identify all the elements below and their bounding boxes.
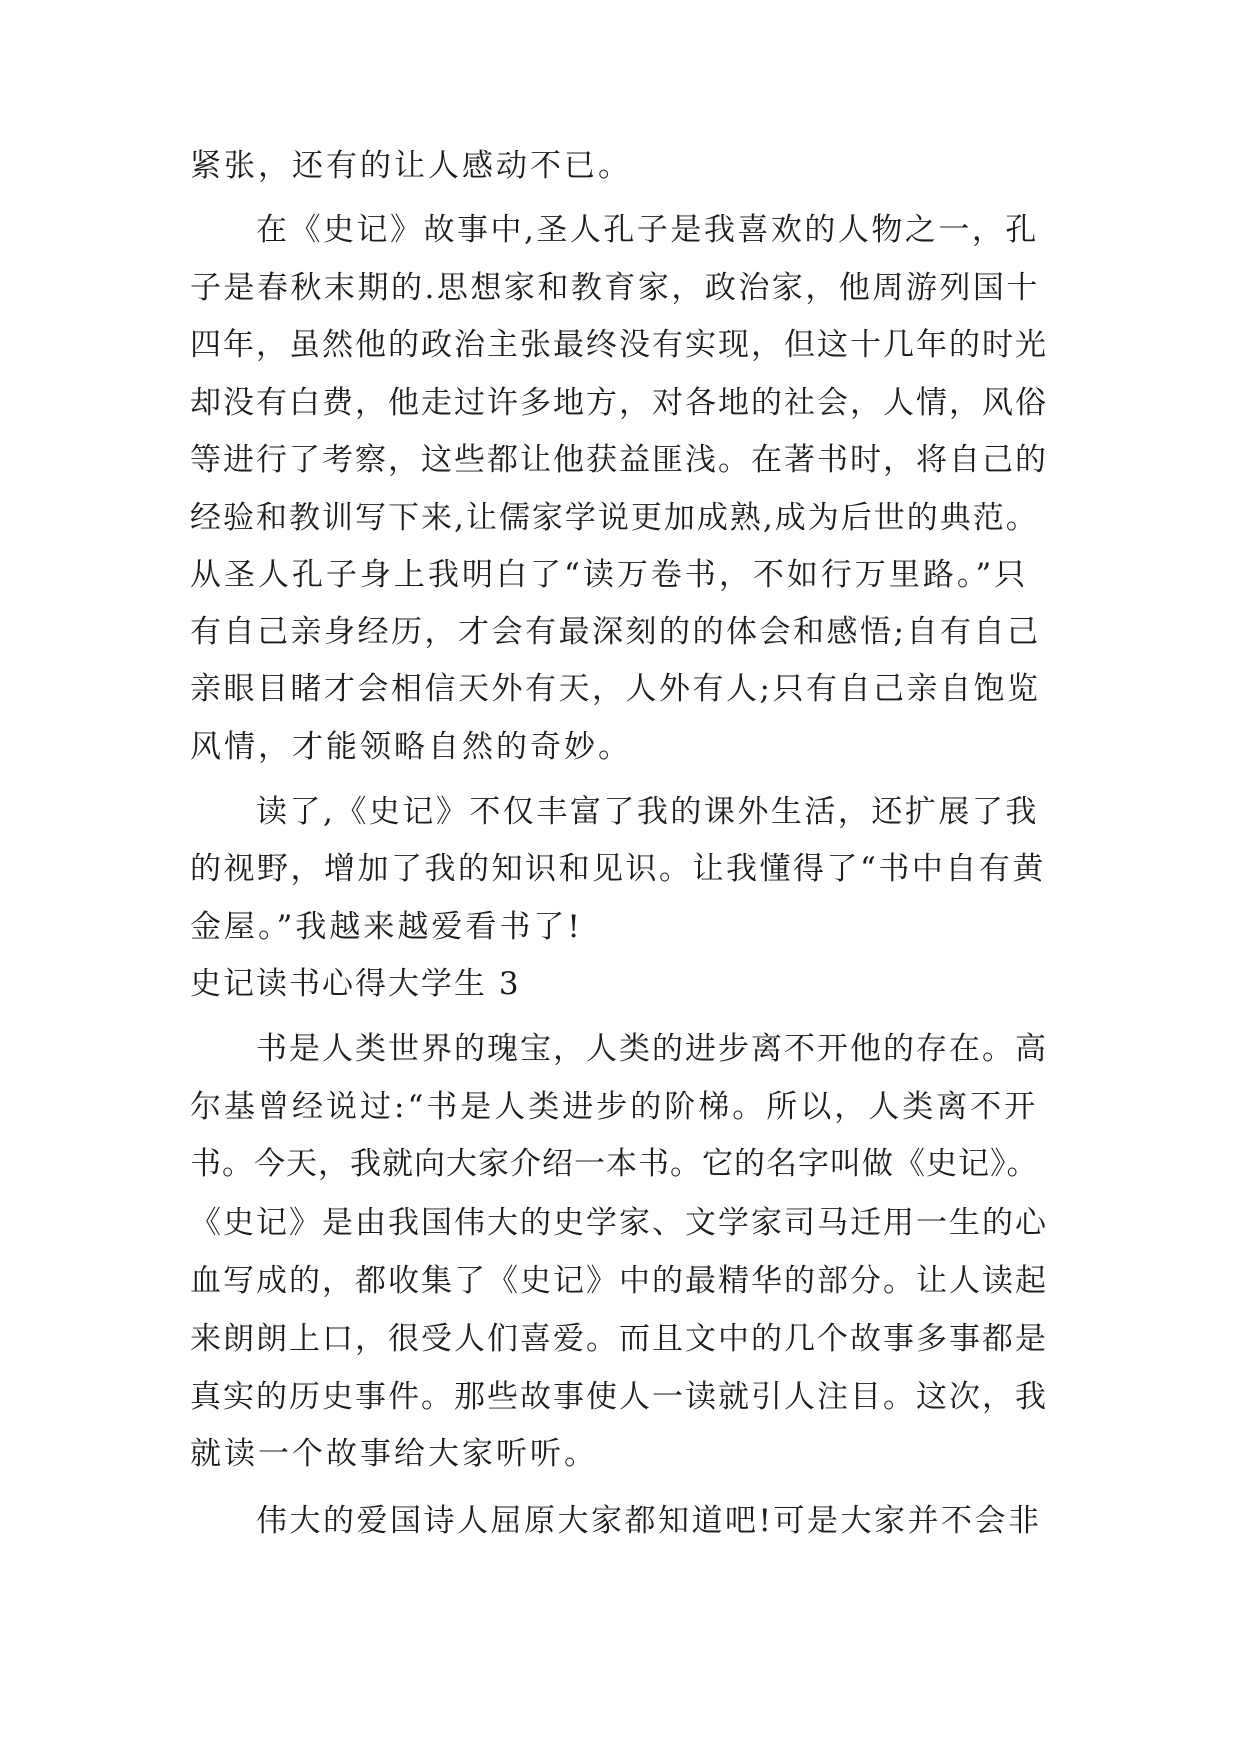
text-line: 子是春秋末期的.思想家和教育家，政治家，他周游列国十 (190, 270, 1040, 306)
text-line: 就读一个故事给大家听听。 (190, 1436, 598, 1472)
text-line: 亲眼目睹才会相信天外有天，人外有人;只有自己亲自饱览 (190, 671, 1041, 707)
text-line: 尔基曾经说过:“书是人类进步的阶梯。所以，人类离不开 (190, 1089, 1039, 1125)
text-line: 有自己亲身经历，才会有最深刻的的体会和感悟;自有自己 (190, 614, 1041, 650)
text-line: 等进行了考察，这些都让他获益匪浅。在著书时，将自己的 (190, 442, 1048, 478)
paragraph-start-line: 在《史记》故事中,圣人孔子是我喜欢的人物之一，孔 (256, 212, 1039, 248)
text-line: 的视野，增加了我的知识和见识。让我懂得了“书中自有黄 (190, 851, 1046, 887)
text-line: 《史记》是由我国伟大的史学家、文学家司马迁用一生的心 (190, 1205, 1048, 1241)
text-line: 经验和教训写下来,让儒家学说更加成熟,成为后世的典范。 (190, 500, 1039, 536)
text-line: 却没有白费，他走过许多地方，对各地的社会，人情，风俗 (190, 385, 1048, 421)
section-heading: 史记读书心得大学生 3 (190, 966, 521, 1002)
paragraph-start-line: 伟大的爱国诗人屈原大家都知道吧!可是大家并不会非 (256, 1503, 1042, 1539)
text-line: 书。今天，我就向大家介绍一本书。它的名字叫做《史记》。 (190, 1146, 1039, 1182)
text-line: 四年，虽然他的政治主张最终没有实现，但这十几年的时光 (190, 327, 1048, 363)
paragraph-start-line: 书是人类世界的瑰宝，人类的进步离不开他的存在。高 (256, 1031, 1048, 1067)
text-line: 金屋。”我越来越爱看书了! (190, 909, 583, 945)
text-line: 来朗朗上口，很受人们喜爱。而且文中的几个故事多事都是 (190, 1321, 1048, 1357)
text-line: 血写成的，都收集了《史记》中的最精华的部分。让人读起 (190, 1263, 1048, 1299)
text-line: 风情，才能领略自然的奇妙。 (190, 729, 632, 765)
text-line: 紧张，还有的让人感动不已。 (190, 148, 632, 184)
text-line: 真实的历史事件。那些故事使人一读就引人注目。这次，我 (190, 1379, 1048, 1415)
paragraph-start-line: 读了,《史记》不仅丰富了我的课外生活，还扩展了我 (256, 794, 1039, 830)
text-line: 从圣人孔子身上我明白了“读万卷书，不如行万里路。”只 (190, 557, 1029, 593)
